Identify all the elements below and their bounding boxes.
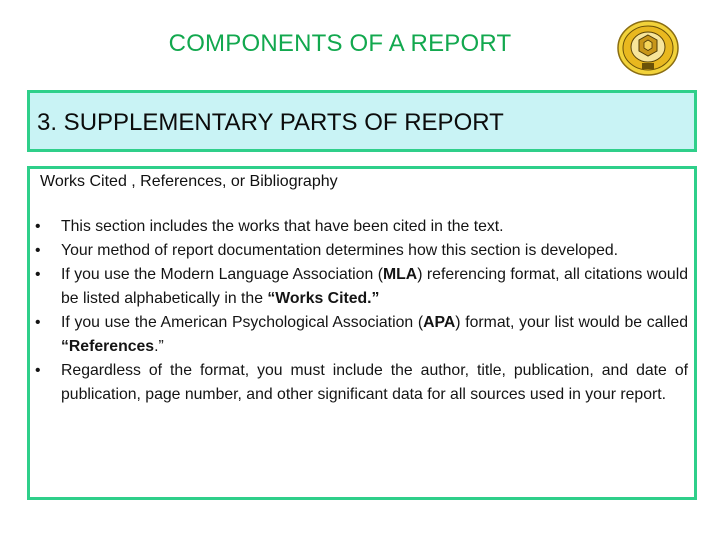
page-title: COMPONENTS OF A REPORT (168, 30, 512, 57)
content-panel (27, 166, 697, 500)
bullet-icon: • (35, 362, 41, 379)
list-item: • Regardless of the format, you must include the author, title, publication, and date of publication, page number, and other significant data for all sources used in your report. (35, 359, 688, 407)
subtitle: Works Cited , References, or Bibliography (40, 173, 338, 190)
list-item: • If you use the Modern Language Association (MLA) referencing format, all citations would be listed alphabetically in the “Works Cited.” (35, 263, 688, 311)
works-cited-term: “Works Cited.” (267, 290, 380, 307)
bullet-icon: • (35, 242, 41, 259)
bullet-icon: • (35, 314, 41, 331)
bullet-list (35, 215, 688, 407)
bullet-icon: • (35, 218, 41, 235)
university-seal-icon (617, 20, 679, 76)
section-title: 3. SUPPLEMENTARY PARTS OF REPORT (37, 109, 504, 136)
apa-term: APA (423, 314, 456, 331)
section-header (27, 90, 697, 152)
list-item: • If you use the American Psychological Association (APA) format, your list would be called “References.” (35, 311, 688, 359)
list-item: • Your method of report documentation determines how this section is developed. (35, 239, 688, 263)
list-item: • This section includes the works that have been cited in the text. (35, 215, 688, 239)
references-term: “References (61, 338, 155, 355)
bullet-icon: • (35, 266, 41, 283)
mla-term: MLA (382, 266, 418, 283)
